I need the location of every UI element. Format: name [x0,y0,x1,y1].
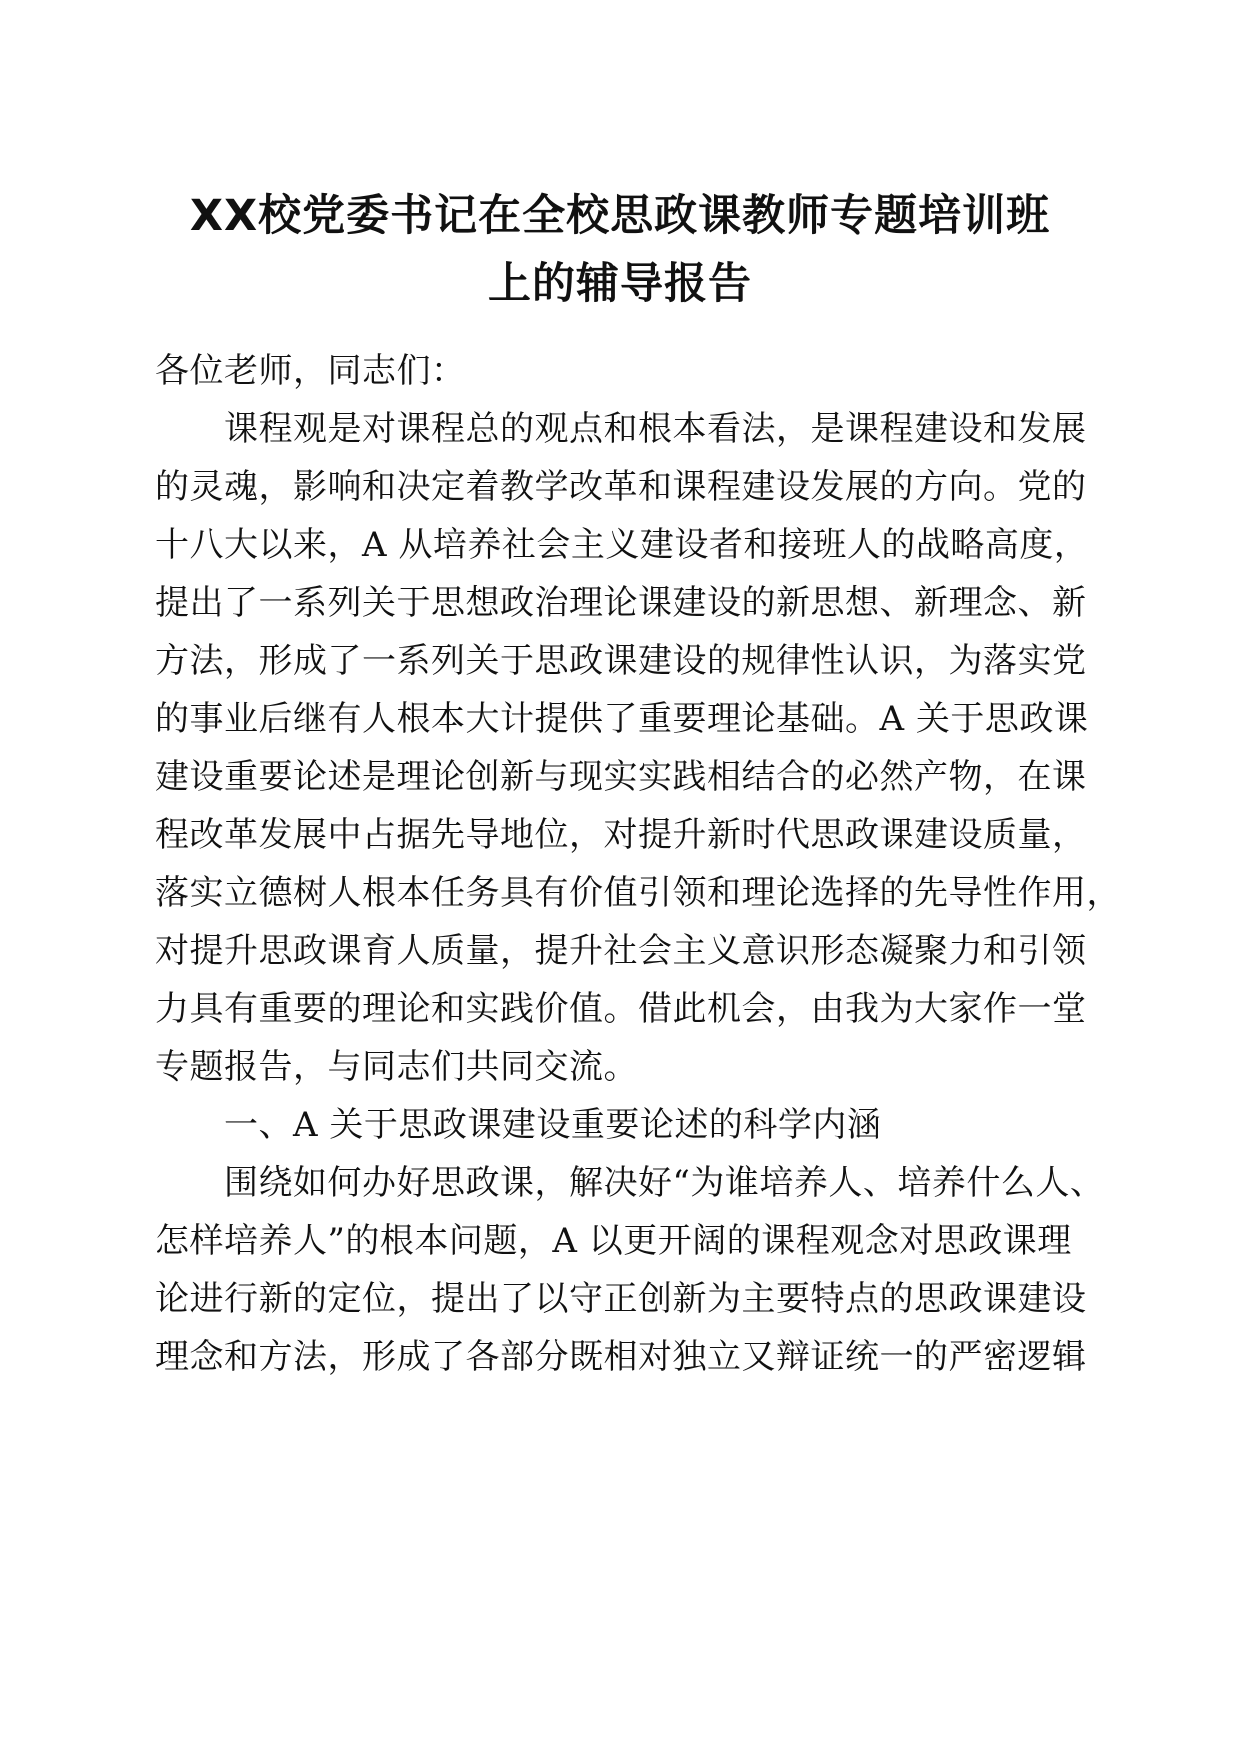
paragraph-1-line-8: 程改革发展中占据先导地位，对提升新时代思政课建设质量， [155,815,1087,855]
paragraph-1-line-6: 的事业后继有人根本大计提供了重要理论基础。A 关于思政课 [155,699,1089,739]
paragraph-1-line-2: 的灵魂，影响和决定着教学改革和课程建设发展的方向。党的 [155,467,1087,507]
paragraph-1-line-9: 落实立德树人根本任务具有价值引领和理论选择的先导性作用， [155,873,1121,913]
paragraph-1-line-11: 力具有重要的理论和实践价值。借此机会，由我为大家作一堂 [155,989,1087,1029]
paragraph-1-line-12: 专题报告，与同志们共同交流。 [155,1047,638,1087]
paragraph-2-line-3: 论进行新的定位，提出了以守正创新为主要特点的思政课建设 [155,1279,1087,1319]
document-title-line-2: 上的辅导报告 [488,259,752,309]
paragraph-2-line-1: 围绕如何办好思政课，解决好“为谁培养人、培养什么人、 [224,1163,1105,1203]
paragraph-2-line-2: 怎样培养人”的根本问题，A 以更开阔的课程观念对思政课理 [155,1221,1072,1261]
section-1-heading: 一、A 关于思政课建设重要论述的科学内涵 [224,1105,882,1145]
greeting: 各位老师，同志们： [155,351,466,391]
paragraph-2-line-4: 理念和方法，形成了各部分既相对独立又辩证统一的严密逻辑 [155,1337,1087,1377]
paragraph-1-line-4: 提出了一系列关于思想政治理论课建设的新思想、新理念、新 [155,583,1087,623]
paragraph-1-line-3: 十八大以来，A 从培养社会主义建设者和接班人的战略高度， [155,525,1089,565]
paragraph-1-line-10: 对提升思政课育人质量，提升社会主义意识形态凝聚力和引领 [155,931,1087,971]
paragraph-1-line-7: 建设重要论述是理论创新与现实实践相结合的必然产物，在课 [155,757,1087,797]
document-title-line-1: XX校党委书记在全校思政课教师专题培训班 [189,191,1051,241]
paragraph-1-line-1: 课程观是对课程总的观点和根本看法，是课程建设和发展 [224,409,1087,449]
paragraph-1-line-5: 方法，形成了一系列关于思政课建设的规律性认识，为落实党 [155,641,1087,681]
